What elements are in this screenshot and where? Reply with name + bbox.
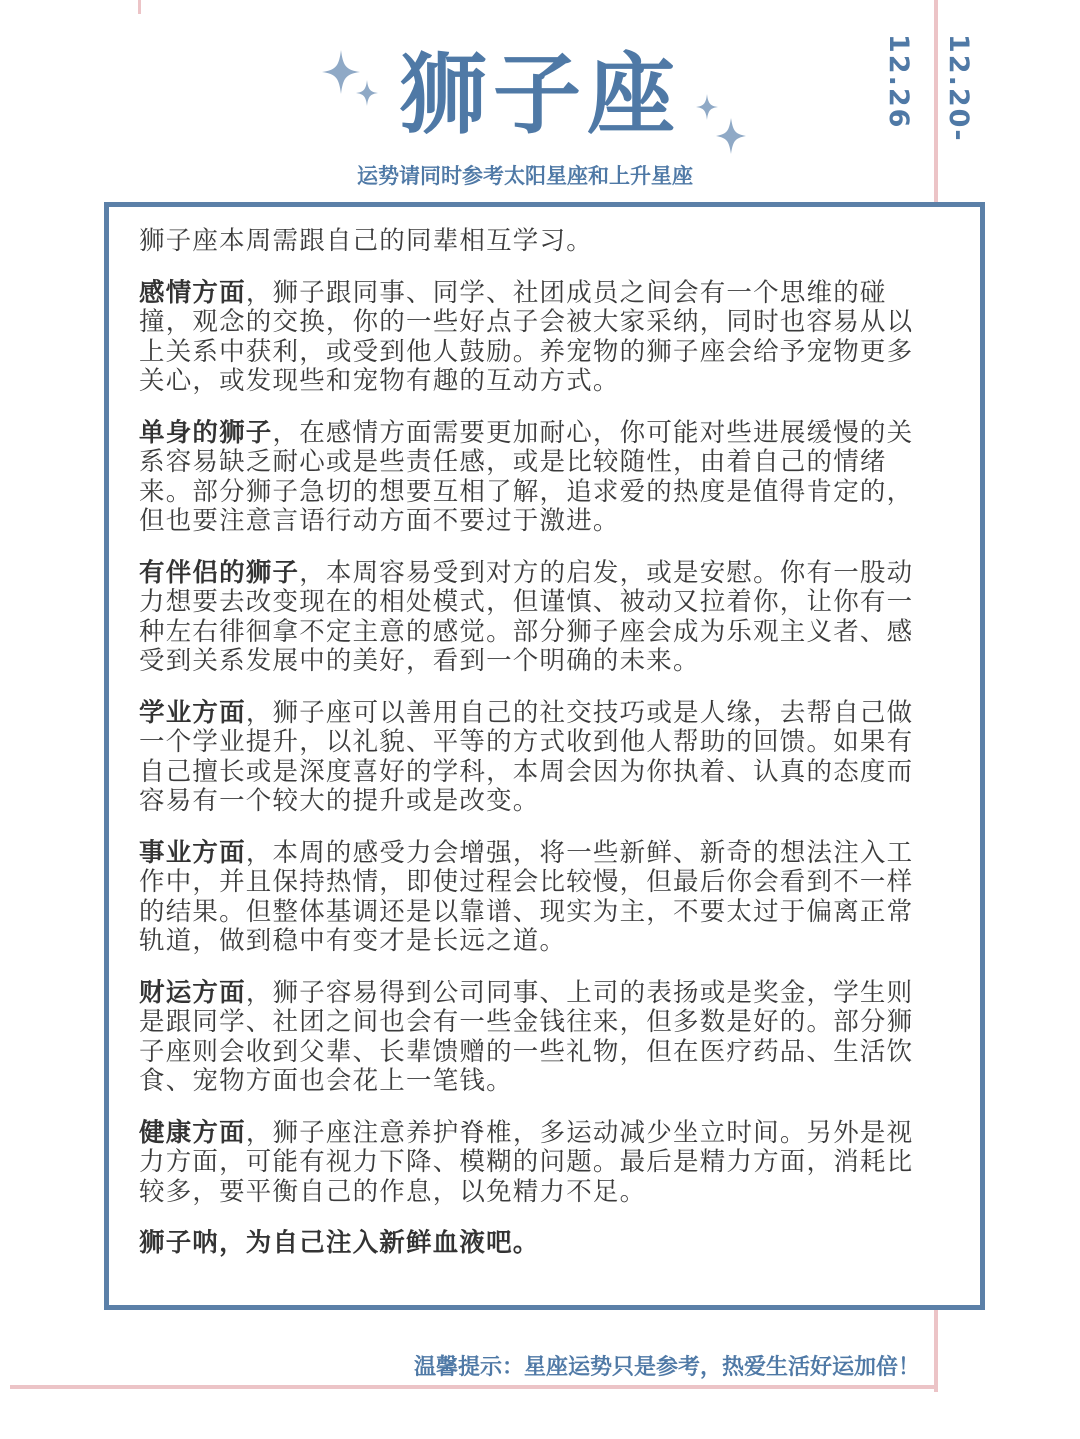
horoscope-content [139,227,929,1281]
section-text: ，本周的感受力会增强，将一些新鲜、新奇的想法注入工作中，并且保持热情，即使过程会比较慢，但最后你会看到不一样的结果。但整体基调还是以靠谱、现实为主，不要太过于偏离正常轨道，做到稳中有变才是长远之道。 [139,837,914,956]
sparkle-icon [356,80,378,106]
content-frame [104,202,985,1310]
section-text: ，本周容易受到对方的启发，或是安慰。你有一股动力想要去改变现在的相处模式，但谨慎、被动又拉着你，让你有一种左右徘徊拿不定主意的感觉。部分狮子座会成为乐观主义者、感受到关系发展中的美好，看到一个明确的未来。 [139,557,914,676]
page-subtitle: 运势请同时参考太阳星座和上升星座 [357,164,693,188]
partnered-paragraph [139,559,929,677]
section-text: ，狮子容易得到公司同事、上司的表扬或是奖金，学生则是跟同学、社团之间也会有一些金钱往来，但多数是好的。部分狮子座则会收到父辈、长辈馈赠的一些礼物，但在医疗药品、生活饮食、宠物方面也会花上一笔钱。 [139,977,914,1096]
sparkle-icon [696,94,718,120]
section-heading: 财运方面 [139,977,246,1008]
section-heading: 事业方面 [139,837,246,868]
intro-paragraph: 狮子座本周需跟自己的同辈相互学习。 [139,226,593,256]
career-paragraph [139,839,929,957]
decorative-tick [138,0,141,14]
section-text: ，狮子座注意养护脊椎，多运动减少坐立时间。另外是视力方面，可能有视力下降、模糊的问题。最后是精力方面，消耗比较多，要平衡自己的作息，以免精力不足。 [139,1117,914,1207]
section-text: ，在感情方面需要更加耐心，你可能对些进展缓慢的关系容易缺乏耐心或是些责任感，或是比较随性，由着自己的情绪来。部分狮子急切的想要互相了解，追求爱的热度是值得肯定的，但也要注意言语行动方面不要过于激进。 [139,417,914,536]
page-title: 狮子座 [398,43,681,146]
wealth-paragraph [139,979,929,1097]
closing-paragraph: 狮子呐，为自己注入新鲜血液吧。 [139,1228,540,1258]
sparkle-icon [322,50,360,94]
section-heading: 有伴侣的狮子 [139,557,300,588]
section-text: ，狮子座可以善用自己的社交技巧或是人缘，去帮自己做一个学业提升，以礼貌、平等的方式收到他人帮助的回馈。如果有自己擅长或是深度喜好的学科，本周会因为你执着、认真的态度而容易有一个较大的提升或是改变。 [139,697,914,816]
footer-tip: 温馨提示：星座运势只是参考，热爱生活好运加倍！ [413,1355,920,1380]
section-heading: 学业方面 [139,697,246,728]
health-paragraph [139,1119,929,1208]
section-heading: 单身的狮子 [139,417,273,448]
study-paragraph [139,699,929,817]
section-heading: 感情方面 [139,277,246,308]
date-range: 12.20-12.26 [883,34,974,143]
sparkle-icon [716,118,746,154]
single-paragraph [139,419,929,537]
section-text: ，狮子跟同事、同学、社团成员之间会有一个思维的碰撞，观念的交换，你的一些好点子会被大家采纳，同时也容易从以上关系中获利，或受到他人鼓励。养宠物的狮子座会给予宠物更多关心，或发现些和宠物有趣的互动方式。 [139,277,914,396]
section-heading: 健康方面 [139,1117,246,1148]
love-paragraph [139,279,929,397]
pink-horizontal-line [10,1385,938,1389]
